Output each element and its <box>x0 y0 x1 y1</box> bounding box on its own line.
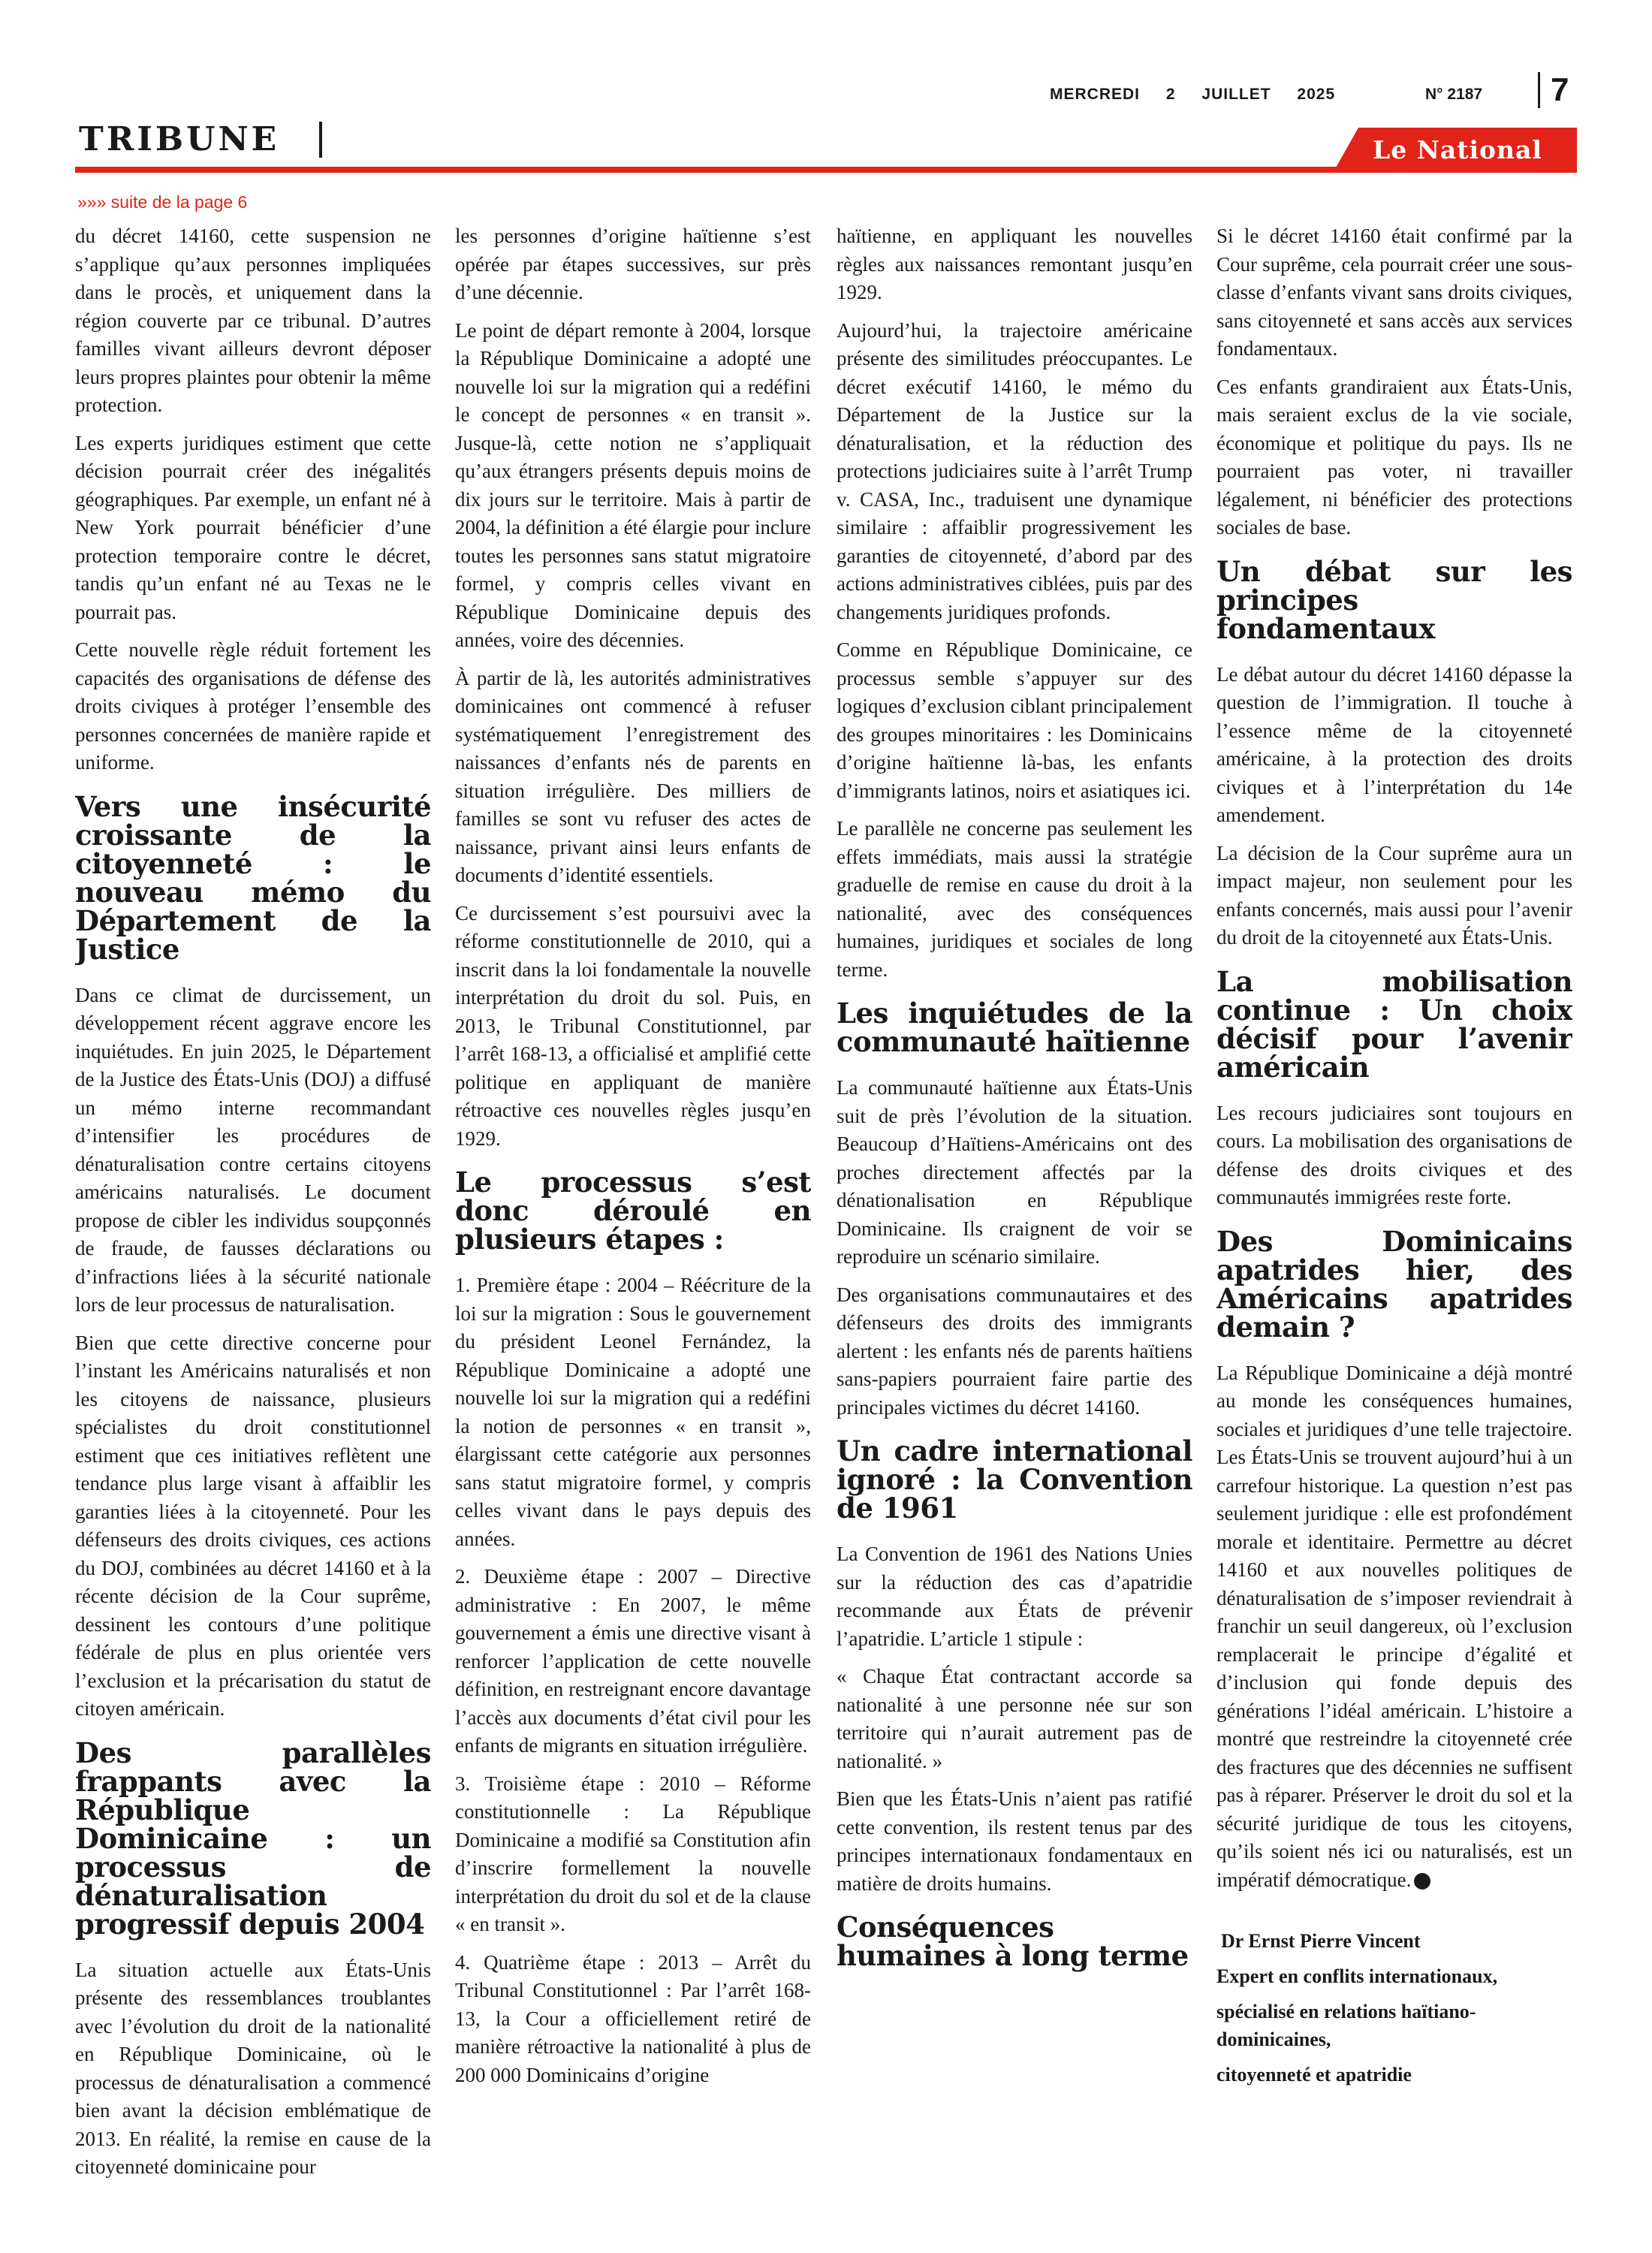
paragraph: Ce durcissement s’est poursuivi avec la réforme constitutionnelle de 2010, qui a inscrit dans la loi fondamentale la nouvelle interprétation du droit du sol. Puis, en 2013, le Tribunal Constitutionnel, par l’arrêt 168-13, a officialisé et amplifié cette politique en appliquant de manière rétroactive ces nouvelles règles jusqu’en 1929. <box>455 901 811 1150</box>
list-item: 2. Deuxième étape : 2007 – Directive administrative : En 2007, le même gouvernement a émis une directive visant à renforcer l’application de cette nouvelle définition, en restreignant encore davantage l’accès aux documents d’état civil pour les enfants de migrants en situation irrégulière. <box>455 1565 811 1757</box>
page-number: 7 <box>1538 72 1569 108</box>
closing-text: La République Dominicaine a déjà montré au monde les conséquences humaines, sociales et juridiques d’une telle trajectoire. Les États-Unis se trouvent aujourd’hui à un carrefour historique. La question n’est pas seulement juridique : elle est profondément morale et identitaire. Permettre au décret 14160 et aux nouvelles politiques de dénaturalisation de s’imposer reviendrait à franchir un seuil dangereux, où l’exclusion remplacerait le principe d’égalité et d’inclusion qui fonde depuis des générations l’idéal américain. L’histoire a montré que restreindre la citoyenneté crée des fractures que des décennies ne suffisent pas à réparer. Préserver le droit du sol et la sécurité juridique de tous les citoyens, qu’ils soient nés ici ou naturalisés, est un impératif démocratique. <box>1216 1361 1572 1891</box>
article-column-3 <box>837 222 1192 2242</box>
paragraph: Aujourd’hui, la trajectoire américaine présente des similitudes préoccupantes. Le décret exécutif 14160, le mémo du Département de la Justice sur la dénaturalisation, et la réduction des protections judiciaires suite à l’arrêt Trump v. CASA, Inc., traduisent une dynamique similaire : affaiblir progressivement les garanties de citoyenneté, d’abord par des actions administratives ciblées, puis par des changements juridiques profonds. <box>837 318 1192 623</box>
paragraph: Les recours judiciaires sont toujours en cours. La mobilisation des organisations de défense des droits civiques et des communautés immigrées reste forte. <box>1216 1101 1572 1208</box>
paragraph: du décret 14160, cette suspension ne s’applique qu’aux personnes impliquées dans le procès, et uniquement dans la région couverte par ce tribunal. D’autres familles vivant ailleurs devront déposer leurs propres plaintes pour obtenir la même protection. <box>75 225 431 416</box>
list-item: 1. Première étape : 2004 – Réécriture de la loi sur la migration : Sous le gouvernement du président Leonel Fernández, la République Dominicaine a adopté une nouvelle loi sur la migration qui a redéfini la notion de personnes « en transit », élargissant cette catégorie aux personnes sans statut migratoire formel, y compris celles vivant dans le pays depuis des années. <box>455 1274 811 1550</box>
article-column-4 <box>1216 222 1572 2242</box>
paragraph: Cette nouvelle règle réduit fortement les capacités des organisations de défense des droits civiques à protéger l’ensemble des personnes concernées de manière rapide et uniforme. <box>75 638 431 774</box>
month: JUILLET <box>1201 86 1271 103</box>
paragraph: Bien que les États-Unis n’aient pas ratifié cette convention, ils restent tenus par des principes internationaux fondamentaux en matière de droits humains. <box>837 1787 1192 1895</box>
list-item: 3. Troisième étape : 2010 – Réforme constitutionnelle : La République Dominicaine a modifié sa Constitution afin d’inscrire formellement la nouvelle interprétation du droit du sol et de la clause « en transit ». <box>455 1772 811 1935</box>
subheading: Des parallèles frappants avec la République Dominicaine : un processus de dénaturalisation progressif depuis 2004 <box>75 1736 431 1941</box>
paragraph: Le parallèle ne concerne pas seulement les effets immédiats, mais aussi la stratégie graduelle de remise en cause du droit à la nationalité, avec des conséquences humaines, juridiques et sociales de long terme. <box>837 817 1192 981</box>
paragraph: Des organisations communautaires et des défenseurs des droits des immigrants alertent : les enfants nés de parents haïtiens sans-papiers pourraient faire partie des principales victimes du décret 14160. <box>837 1283 1192 1419</box>
list-item: 4. Quatrième étape : 2013 – Arrêt du Tribunal Constitutionnel : Par l’arrêt 168-13, la Cour a officiellement retiré de manière rétroactive la nationalité à plus de 200 000 Dominicains d’origine <box>455 1950 811 2086</box>
continued-from-link[interactable]: »»» suite de la page 6 <box>77 192 248 212</box>
paragraph: À partir de là, les autorités administratives dominicaines ont commencé à refuser systématiquement l’enregistrement des naissances d’enfants nés de parents en situation irrégulière. Des milliers de familles se sont vu refuser des actes de naissance, privant ainsi leurs enfants de documents d’identité essentiels. <box>455 666 811 886</box>
brand-logo: Le National <box>1373 135 1542 164</box>
section-divider <box>319 122 322 158</box>
subheading: La mobilisation continue : Un choix décisif pour l’avenir américain <box>1216 964 1572 1084</box>
paragraph: les personnes d’origine haïtienne s’est opérée par étapes successives, sur près d’une décennie. <box>455 225 811 303</box>
paragraph: haïtienne, en appliquant les nouvelles règles aux naissances remontant jusqu’en 1929. <box>837 225 1192 303</box>
masthead <box>0 0 1652 212</box>
section-title: TRIBUNE <box>79 120 280 158</box>
paragraph: Les experts juridiques estiment que cette décision pourrait créer des inégalités géographiques. Par exemple, un enfant né à New York pourrait bénéficier d’une protection temporaire contre le décret, tandis qu’un enfant né au Texas ne le pourrait pas. <box>75 431 431 623</box>
paragraph: Dans ce climat de durcissement, un développement récent aggrave encore les inquiétudes. En juin 2025, le Département de la Justice des États-Unis (DOJ) a diffusé un mémo interne recommandant d’intensifier les procédures de dénaturalisation contre certains citoyens américains naturalisés. Le document propose de cibler les individus soupçonnés de fraude, de fausses déclarations ou d’infractions liées à la sécurité nationale lors de leur processus de naturalisation. <box>75 983 431 1316</box>
article-column-2 <box>455 222 811 2242</box>
issue-number: N° 2187 <box>1425 86 1483 103</box>
author-title: citoyenneté et apatridie <box>1216 2064 1412 2086</box>
weekday: MERCREDI <box>1050 86 1141 103</box>
paragraph: Ces enfants grandiraient aux États-Unis, mais seraient exclus de la vie sociale, économique et politique du pays. Ils ne pourraient pas voter, ni travailler légalement, ni bénéficier des protections sociales de base. <box>1216 375 1572 538</box>
end-of-article-icon <box>1414 1873 1430 1890</box>
paragraph: Le point de départ remonte à 2004, lorsque la République Dominicaine a adopté une nouvelle loi sur la migration qui a redéfini le concept de personnes « en transit ». Jusque-là, cette notion ne s’appliquait qu’aux étrangers présents depuis moins de dix jours sur le territoire. Mais à partir de 2004, la définition a été élargie pour inclure toutes les personnes sans statut migratoire formel, y compris celles vivant en République Dominicaine depuis des années, voire des décennies. <box>455 318 811 651</box>
quote: « Chaque État contractant accorde sa nationalité à une personne née sur son territoire qui n’aurait autrement pas de nationalité. » <box>837 1665 1192 1772</box>
paragraph: Comme en République Dominicaine, ce processus semble s’appuyer sur des logiques d’exclusion ciblant principalement des groupes minoritaires : les Dominicains d’origine haïtienne là-bas, les enfants d’immigrants latinos, noirs et asiatiques ici. <box>837 638 1192 802</box>
year: 2025 <box>1297 86 1336 103</box>
paragraph: Bien que cette directive concerne pour l’instant les Américains naturalisés et non les citoyens de naissance, plusieurs spécialistes du droit constitutionnel estiment que ces initiatives reflètent une tendance plus large visant à affaiblir les garanties liées à la citoyenneté. Pour les défenseurs des droits civiques, ces actions du DOJ, combinées au décret 14160 et à la récente décision de la Cour suprême, dessinent les contours d’une politique fédérale de plus en plus orientée vers l’exclusion et la précarisation du statut de citoyen américain. <box>75 1331 431 1720</box>
paragraph: Le débat autour du décret 14160 dépasse la question de l’immigration. Il touche à l’essence même de la citoyenneté américaine, à la protection des droits civiques et à l’interprétation du 14e amendement. <box>1216 662 1572 826</box>
author-name: Dr Ernst Pierre Vincent <box>1221 1930 1421 1952</box>
subheading: Des Dominicains apatrides hier, des Américains apatrides demain ? <box>1216 1224 1572 1344</box>
subheading: Conséquences humaines à long terme <box>837 1911 1189 1972</box>
closing-paragraph <box>1216 1359 1572 1895</box>
subheading: Vers une insécurité croissante de la citoyenneté : le nouveau mémo du Département de la Justice <box>75 789 431 966</box>
author-title: Expert en conflits internationaux, <box>1216 1965 1498 1987</box>
author-title: spécialisé en relations haïtiano-dominicaines, <box>1216 2001 1476 2050</box>
subheading: Un débat sur les principes fondamentaux <box>1216 554 1572 645</box>
subheading: Les inquiétudes de la communauté haïtienne <box>837 997 1192 1058</box>
day: 2 <box>1165 86 1176 103</box>
article-column-1 <box>75 222 431 2242</box>
paragraph: La situation actuelle aux États-Unis présente des ressemblances troublantes avec l’évolution du droit de la nationalité en République Dominicaine, où le processus de dénaturalisation a commencé bien avant la décision emblématique de 2013. En réalité, la remise en cause de la citoyenneté dominicaine pour <box>75 1958 431 2178</box>
subheading: Le processus s’est donc déroulé en plusieurs étapes : <box>455 1166 811 1256</box>
issue-date <box>1050 86 1356 104</box>
paragraph: La décision de la Cour suprême aura un impact majeur, non seulement pour les enfants concernés, mais aussi pour l’avenir du droit de la citoyenneté aux États-Unis. <box>1216 841 1572 949</box>
paragraph: La communauté haïtienne aux États-Unis suit de près l’évolution de la situation. Beaucoup d’Haïtiens-Américains ont des proches directement affectés par la dénationalisation en République Dominicaine. Ils craignent de voir se reproduire un scénario similaire. <box>837 1076 1192 1268</box>
paragraph: Si le décret 14160 était confirmé par la Cour suprême, cela pourrait créer une sous-classe d’enfants vivant sans droits civiques, sans citoyenneté et sans accès aux services fondamentaux. <box>1216 225 1572 360</box>
paragraph: La Convention de 1961 des Nations Unies sur la réduction des cas d’apatridie recommande aux États de prévenir l’apatridie. L’article 1 stipule : <box>837 1543 1192 1650</box>
subheading: Un cadre international ignoré : la Convention de 1961 <box>837 1434 1192 1525</box>
